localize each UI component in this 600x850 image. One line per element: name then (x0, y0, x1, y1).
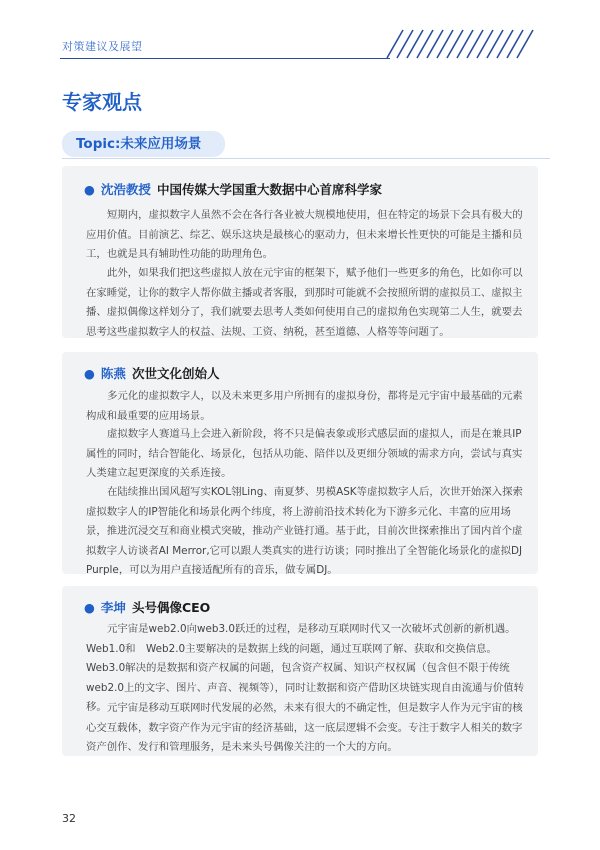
bullet-dot-icon: ● (84, 366, 95, 381)
expert-heading (84, 598, 210, 616)
expert-name: 陈燕 (100, 366, 126, 381)
expert-name: 李坤 (100, 600, 126, 615)
bullet-dot-icon: ● (84, 182, 95, 197)
expert-card-shen-hao (62, 166, 538, 338)
expert-paragraph: 虚拟数字人赛道马上会进入新阶段，将不只是偏表象或形式感层面的虚拟人，而是在兼具IP属性的同时，结合智能化、场景化，包括从功能、陪伴以及更细分领域的需求方向，尝试与真实人类建立起更深度的关系连接。 (86, 428, 523, 479)
expert-paragraph: 元宇宙是web2.0向web3.0跃迁的过程，是移动互联网时代又一次破坏式创新的新机遇。Web1.0和 Web2.0主要解决的是数据上线的问题，通过互联网了解、获取和交换信息。Web3.0解决的是数据和资产权属的问题，包含资产权属、知识产权权属（包含但不限于传统web2.0上的文字、图片、声音、视频等），同时让数据和资产借助区块链实现自由流通与价值转移。 (86, 623, 525, 713)
expert-card-li-kun (62, 586, 538, 756)
bullet-dot-icon: ● (84, 600, 95, 615)
topic-underline (62, 158, 550, 159)
page-title: 专家观点 (62, 90, 142, 114)
expert-title: 头号偶像CEO (131, 600, 211, 615)
expert-paragraph: 多元化的虚拟数字人，以及未来更多用户所拥有的虚拟身份，都将是元宇宙中最基础的元素构成和最重要的应用场景。 (86, 390, 523, 422)
expert-heading (84, 364, 219, 382)
expert-paragraph: 在陆续推出国风超写实KOL翎Ling、南夏梦、男模ASK等虚拟数字人后，次世开始深入探索虚拟数字人的IP智能化和场景化两个纬度，将上游前沿技术转化为下游多元化、丰富的应用场景，推进沉浸交互和商业模式突破，推动产业链打通。基于此，目前次世探索推出了国内首个虚拟数字人访谈者AI Merror,它可以跟人类真实的进行访谈；同时推出了全智能化场景化的虚拟DJ Purple，可以为用户直接适配所有的音乐，做专属DJ。 (86, 486, 523, 576)
expert-paragraph: 短期内，虚拟数字人虽然不会在各行各业被大规模地使用，但在特定的场景下会具有极大的应用价值。目前演艺、综艺、娱乐这块是最核心的驱动力，但未来增长性更快的可能是主播和员工，也就是具有辅助性功能的助理角色。 (86, 209, 523, 260)
expert-paragraph: 此外，如果我们把这些虚拟人放在元宇宙的框架下，赋予他们一些更多的角色，比如你可以在家睡觉，让你的数字人帮你做主播或者客服，到那时可能就不会按照所谓的虚拟员工、虚拟主播、虚拟偶像这样划分了，我们就要去思考人类如何使用自己的虚拟角色实现第二人生，就要去思考这些虚拟数字人的权益、法规、工资、纳税，甚至道德、人格等等问题了。 (86, 267, 523, 338)
section-label: 对策建议及展望 (62, 40, 143, 53)
header-rule (60, 58, 390, 59)
expert-title: 中国传媒大学国重大数据中心首席科学家 (156, 182, 382, 197)
expert-name: 沈浩教授 (100, 182, 151, 197)
topic-tab: Topic:未来应用场景 (62, 131, 225, 157)
header-stripes-decoration (385, 28, 545, 60)
expert-heading (84, 180, 382, 198)
expert-card-chen-yan (62, 352, 538, 574)
expert-title: 次世文化创始人 (131, 366, 220, 381)
page-number: 32 (62, 812, 76, 825)
expert-paragraph: 元宇宙是移动互联网时代发展的必然，未来有很大的不确定性，但是数字人作为元宇宙的核心交互载体，数字资产作为元宇宙的经济基础，这一底层逻辑不会变。专注于数字人相关的数字资产创作、发行和管理服务，是未来头号偶像关注的一个大的方向。 (86, 702, 523, 753)
